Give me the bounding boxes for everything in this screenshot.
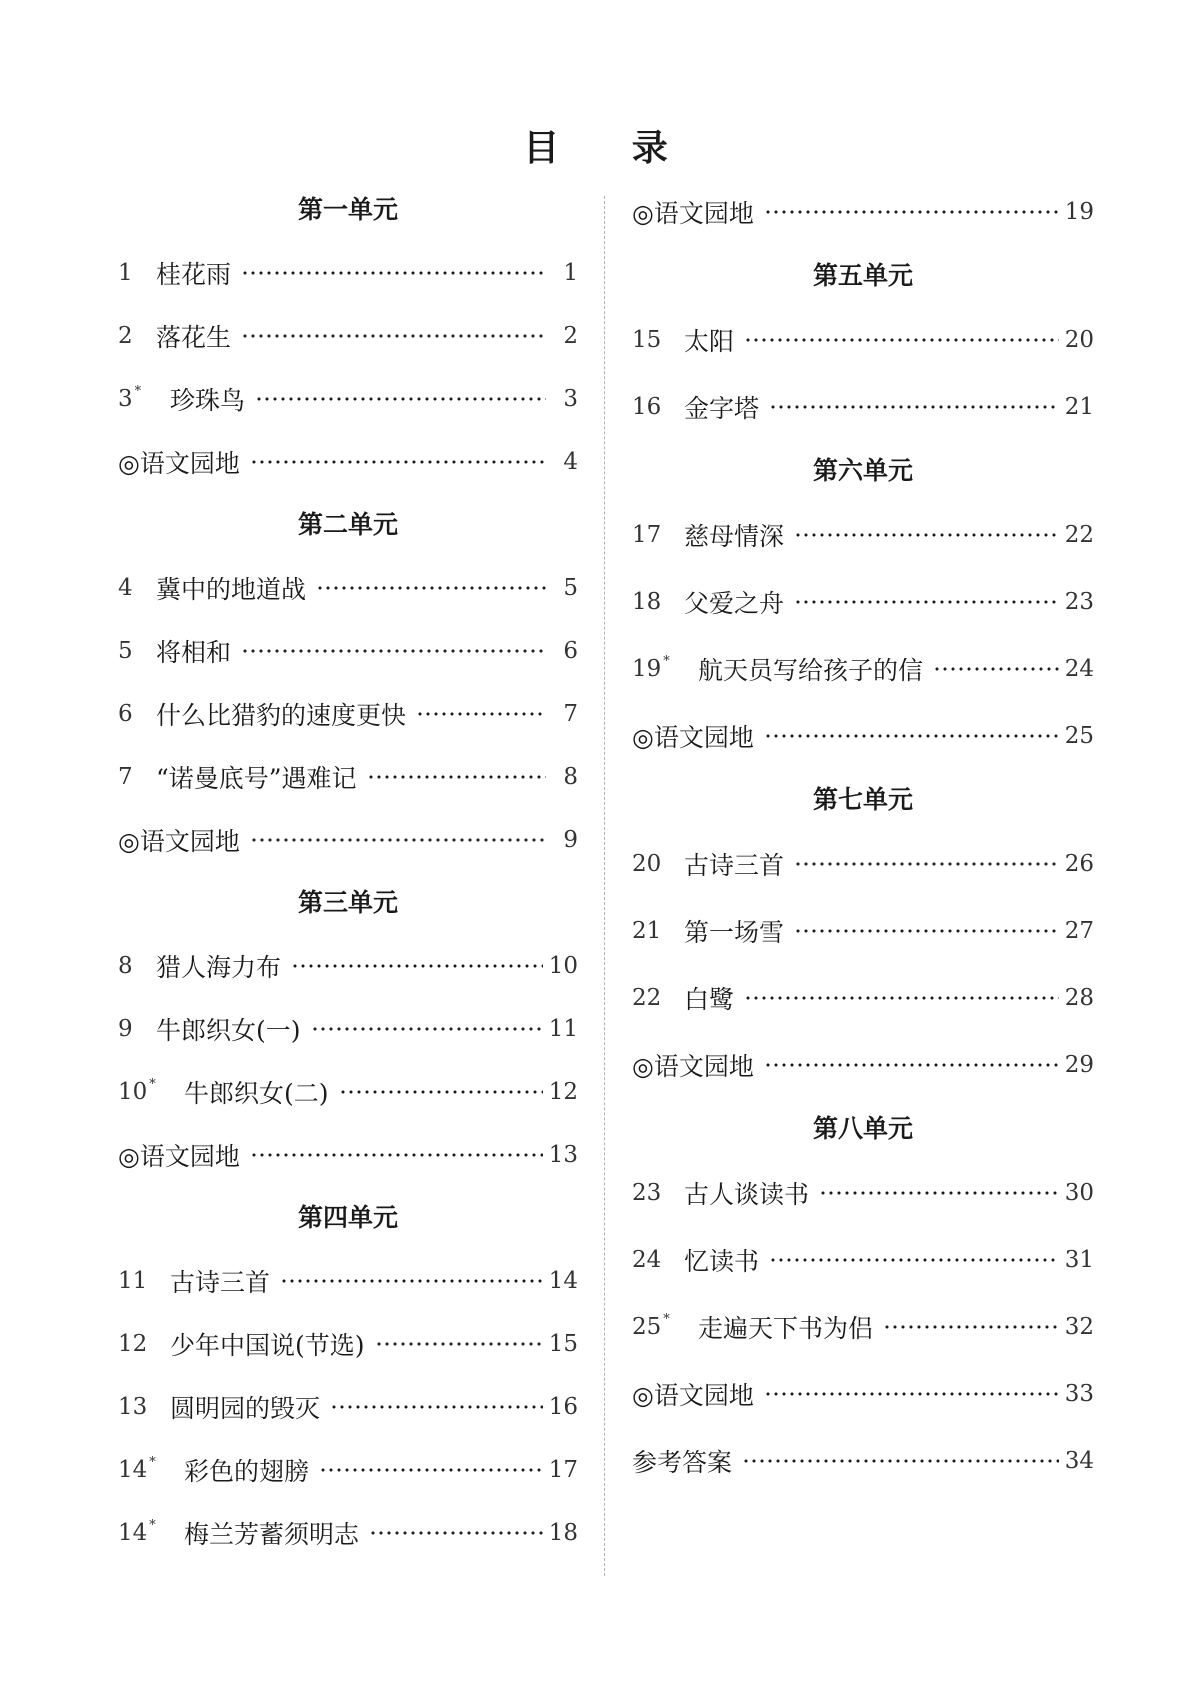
page-number: 26 — [1064, 850, 1094, 877]
page-number: 25 — [1064, 722, 1094, 749]
dot-leader — [330, 1404, 543, 1410]
lesson-title: “诺曼底号”遇难记 — [156, 763, 357, 793]
lesson-title: 将相和 — [156, 637, 232, 667]
lesson-number — [632, 918, 684, 944]
dot-leader — [764, 1062, 1059, 1068]
lesson-title: 猎人海力布 — [156, 952, 282, 982]
toc-entry[interactable] — [632, 1360, 1094, 1427]
lesson-title: 参考答案 — [632, 1447, 733, 1477]
lesson-number-text: 17 — [632, 521, 662, 548]
dot-leader — [764, 209, 1059, 215]
dot-leader — [339, 1089, 543, 1095]
lesson-number — [632, 851, 684, 877]
optional-marker: * — [663, 653, 670, 669]
lesson-title: ◎语文园地 — [632, 722, 754, 752]
page-number: 12 — [548, 1078, 578, 1105]
lesson-number — [632, 653, 698, 682]
toc-entry[interactable] — [118, 808, 578, 871]
lesson-number-text: 3 — [118, 385, 133, 412]
lesson-number — [118, 1517, 184, 1546]
lesson-title: 牛郎织女(一) — [156, 1015, 301, 1045]
page-number: 1 — [563, 259, 578, 286]
page-number: 15 — [548, 1330, 578, 1357]
toc-entry[interactable] — [632, 1031, 1094, 1098]
toc-entry[interactable] — [118, 367, 578, 430]
lesson-title: 古人谈读书 — [684, 1179, 810, 1209]
lesson-title: 桂花雨 — [156, 259, 232, 289]
page-number: 3 — [563, 385, 578, 412]
optional-marker: * — [663, 1311, 670, 1327]
toc-entry[interactable] — [118, 1438, 578, 1501]
lesson-number-text: 18 — [632, 588, 662, 615]
toc-left-column — [118, 178, 578, 1564]
unit-heading: 第五单元 — [812, 261, 913, 290]
lesson-title: 第一场雪 — [684, 917, 785, 947]
lesson-title: 牛郎织女(二) — [184, 1078, 329, 1108]
optional-marker: * — [134, 383, 142, 399]
page-number: 23 — [1064, 588, 1094, 615]
dot-leader — [416, 711, 546, 717]
lesson-title: 古诗三首 — [684, 850, 785, 880]
toc-entry[interactable] — [632, 1293, 1094, 1360]
page-number: 14 — [548, 1267, 578, 1294]
lesson-number — [118, 1454, 184, 1483]
lesson-number-text: 13 — [118, 1393, 148, 1420]
page-number: 7 — [563, 700, 578, 727]
toc-entry[interactable] — [118, 997, 578, 1060]
lesson-title: 梅兰芳蓄须明志 — [184, 1519, 360, 1549]
toc-entry[interactable] — [632, 501, 1094, 568]
toc-entry[interactable] — [118, 1060, 578, 1123]
dot-leader — [250, 459, 546, 465]
page-number: 28 — [1064, 984, 1094, 1011]
page-number: 20 — [1064, 326, 1094, 353]
lesson-title: 圆明园的毁灭 — [170, 1393, 321, 1423]
dot-leader — [250, 1152, 543, 1158]
page-number: 16 — [548, 1393, 578, 1420]
toc-entry[interactable] — [118, 1123, 578, 1186]
dot-leader — [255, 396, 546, 402]
dot-leader — [291, 963, 543, 969]
lesson-number-text: 16 — [632, 393, 662, 420]
lesson-number-text: 5 — [118, 637, 133, 664]
lesson-number-text: 19 — [632, 655, 662, 682]
lesson-title: 珍珠鸟 — [170, 385, 246, 415]
dot-leader — [794, 599, 1059, 605]
lesson-number — [632, 985, 684, 1011]
toc-entry[interactable] — [632, 830, 1094, 897]
dot-leader — [883, 1324, 1059, 1330]
lesson-number-text: 2 — [118, 322, 133, 349]
dot-leader — [241, 333, 546, 339]
lesson-title: 父爱之舟 — [684, 588, 785, 618]
lesson-title: 太阳 — [684, 326, 735, 356]
lesson-number — [632, 522, 684, 548]
optional-marker: * — [149, 1076, 156, 1092]
page-number: 21 — [1064, 393, 1094, 420]
dot-leader — [769, 404, 1059, 410]
optional-marker: * — [149, 1517, 156, 1533]
page-number: 22 — [1064, 521, 1094, 548]
toc-entry[interactable] — [632, 306, 1094, 373]
lesson-title: 少年中国说(节选) — [170, 1330, 365, 1360]
page-number: 29 — [1064, 1051, 1094, 1078]
lesson-number-text: 14 — [118, 1456, 148, 1483]
lesson-title: ◎语文园地 — [118, 1141, 240, 1171]
lesson-number — [118, 1076, 184, 1105]
lesson-title: 什么比猎豹的速度更快 — [156, 700, 407, 730]
unit-heading: 第一单元 — [297, 195, 398, 224]
page-number: 18 — [548, 1519, 578, 1546]
toc-entry[interactable] — [118, 1312, 578, 1375]
page-number: 24 — [1064, 655, 1094, 682]
lesson-title: 冀中的地道战 — [156, 574, 307, 604]
dot-leader — [819, 1190, 1059, 1196]
lesson-number-text: 11 — [118, 1267, 148, 1294]
lesson-number — [632, 1311, 698, 1340]
lesson-number — [632, 1180, 684, 1206]
lesson-number — [118, 383, 170, 412]
lesson-title: 白鹭 — [684, 984, 735, 1014]
lesson-number-text: 1 — [118, 259, 133, 286]
toc-entry[interactable] — [118, 556, 578, 619]
toc-entry[interactable] — [632, 568, 1094, 635]
toc-entry[interactable] — [118, 430, 578, 493]
lesson-number — [118, 1268, 170, 1294]
dot-leader — [769, 1257, 1059, 1263]
unit-heading: 第三单元 — [297, 888, 398, 917]
toc-entry[interactable] — [632, 373, 1094, 440]
toc-right-column — [632, 178, 1094, 1494]
page-number: 32 — [1064, 1313, 1094, 1340]
dot-leader — [311, 1026, 543, 1032]
dot-leader — [764, 1391, 1059, 1397]
page-number: 13 — [548, 1141, 578, 1168]
lesson-title: 彩色的翅膀 — [184, 1456, 310, 1486]
dot-leader — [369, 1530, 543, 1536]
lesson-number — [118, 575, 156, 601]
lesson-number — [118, 764, 156, 790]
toc-entry[interactable] — [632, 635, 1094, 702]
lesson-number-text: 4 — [118, 574, 133, 601]
unit-heading: 第七单元 — [812, 785, 913, 814]
page-number: 9 — [563, 826, 578, 853]
toc-entry[interactable] — [632, 1427, 1094, 1494]
dot-leader — [744, 337, 1059, 343]
lesson-number-text: 14 — [118, 1519, 148, 1546]
toc-entry[interactable] — [632, 1226, 1094, 1293]
lesson-number — [118, 638, 156, 664]
toc-entry[interactable] — [118, 1375, 578, 1438]
lesson-number-text: 6 — [118, 700, 133, 727]
page-number: 4 — [563, 448, 578, 475]
lesson-number-text: 20 — [632, 850, 662, 877]
toc-entry[interactable] — [118, 304, 578, 367]
lesson-number — [118, 260, 156, 286]
dot-leader — [933, 666, 1059, 672]
lesson-number-text: 15 — [632, 326, 662, 353]
lesson-title: 古诗三首 — [170, 1267, 271, 1297]
page-number: 11 — [548, 1015, 578, 1042]
dot-leader — [250, 837, 546, 843]
lesson-number — [118, 1016, 156, 1042]
lesson-number — [118, 1394, 170, 1420]
page-number: 5 — [563, 574, 578, 601]
lesson-number-text: 21 — [632, 917, 662, 944]
unit-heading: 第四单元 — [297, 1203, 398, 1232]
lesson-title: 走遍天下书为侣 — [698, 1313, 874, 1343]
toc-entry[interactable] — [118, 682, 578, 745]
dot-leader — [241, 648, 546, 654]
lesson-number-text: 12 — [118, 1330, 148, 1357]
page-number: 2 — [563, 322, 578, 349]
page-title: 目 录 — [523, 128, 698, 169]
dot-leader — [742, 1458, 1059, 1464]
lesson-number-text: 8 — [118, 952, 133, 979]
lesson-title: ◎语文园地 — [118, 448, 240, 478]
lesson-title: 航天员写给孩子的信 — [698, 655, 924, 685]
page-number: 27 — [1064, 917, 1094, 944]
dot-leader — [744, 995, 1059, 1001]
lesson-title: ◎语文园地 — [632, 1380, 754, 1410]
lesson-number — [632, 394, 684, 420]
lesson-number — [118, 953, 156, 979]
toc-entry[interactable] — [632, 702, 1094, 769]
page-number: 8 — [563, 763, 578, 790]
lesson-number-text: 7 — [118, 763, 133, 790]
column-divider — [604, 196, 605, 1576]
toc-entry[interactable] — [118, 619, 578, 682]
page-number: 31 — [1064, 1246, 1094, 1273]
lesson-title: 落花生 — [156, 322, 232, 352]
lesson-number — [632, 327, 684, 353]
toc-entry[interactable] — [632, 964, 1094, 1031]
lesson-number-text: 9 — [118, 1015, 133, 1042]
toc-entry[interactable] — [118, 934, 578, 997]
toc-entry[interactable] — [632, 1159, 1094, 1226]
page-number: 10 — [548, 952, 578, 979]
lesson-title: ◎语文园地 — [632, 198, 754, 228]
dot-leader — [794, 861, 1059, 867]
page-number: 6 — [563, 637, 578, 664]
dot-leader — [280, 1278, 543, 1284]
page-number: 34 — [1064, 1447, 1094, 1474]
lesson-title: 慈母情深 — [684, 521, 785, 551]
dot-leader — [319, 1467, 543, 1473]
lesson-number-text: 22 — [632, 984, 662, 1011]
page-number: 30 — [1064, 1179, 1094, 1206]
dot-leader — [241, 270, 546, 276]
dot-leader — [367, 774, 546, 780]
lesson-number-text: 25 — [632, 1313, 662, 1340]
toc-entry[interactable] — [118, 745, 578, 808]
lesson-title: 忆读书 — [684, 1246, 760, 1276]
toc-entry[interactable] — [632, 178, 1094, 245]
optional-marker: * — [149, 1454, 156, 1470]
lesson-number — [118, 1331, 170, 1357]
lesson-number — [118, 323, 156, 349]
lesson-number — [118, 701, 156, 727]
lesson-title: 金字塔 — [684, 393, 760, 423]
dot-leader — [794, 928, 1059, 934]
unit-heading: 第八单元 — [812, 1114, 913, 1143]
toc-entry[interactable] — [118, 1501, 578, 1564]
dot-leader — [794, 532, 1059, 538]
lesson-number-text: 10 — [118, 1078, 148, 1105]
page-number: 33 — [1064, 1380, 1094, 1407]
unit-heading: 第六单元 — [812, 456, 913, 485]
lesson-number-text: 24 — [632, 1246, 662, 1273]
dot-leader — [375, 1341, 543, 1347]
lesson-number-text: 23 — [632, 1179, 662, 1206]
lesson-number — [632, 589, 684, 615]
lesson-title: ◎语文园地 — [632, 1051, 754, 1081]
toc-entry[interactable] — [632, 897, 1094, 964]
toc-entry[interactable] — [118, 241, 578, 304]
lesson-title: ◎语文园地 — [118, 826, 240, 856]
toc-entry[interactable] — [118, 1249, 578, 1312]
dot-leader — [316, 585, 546, 591]
page-number: 17 — [548, 1456, 578, 1483]
lesson-number — [632, 1247, 684, 1273]
unit-heading: 第二单元 — [297, 510, 398, 539]
dot-leader — [764, 733, 1059, 739]
page-number: 19 — [1064, 198, 1094, 225]
